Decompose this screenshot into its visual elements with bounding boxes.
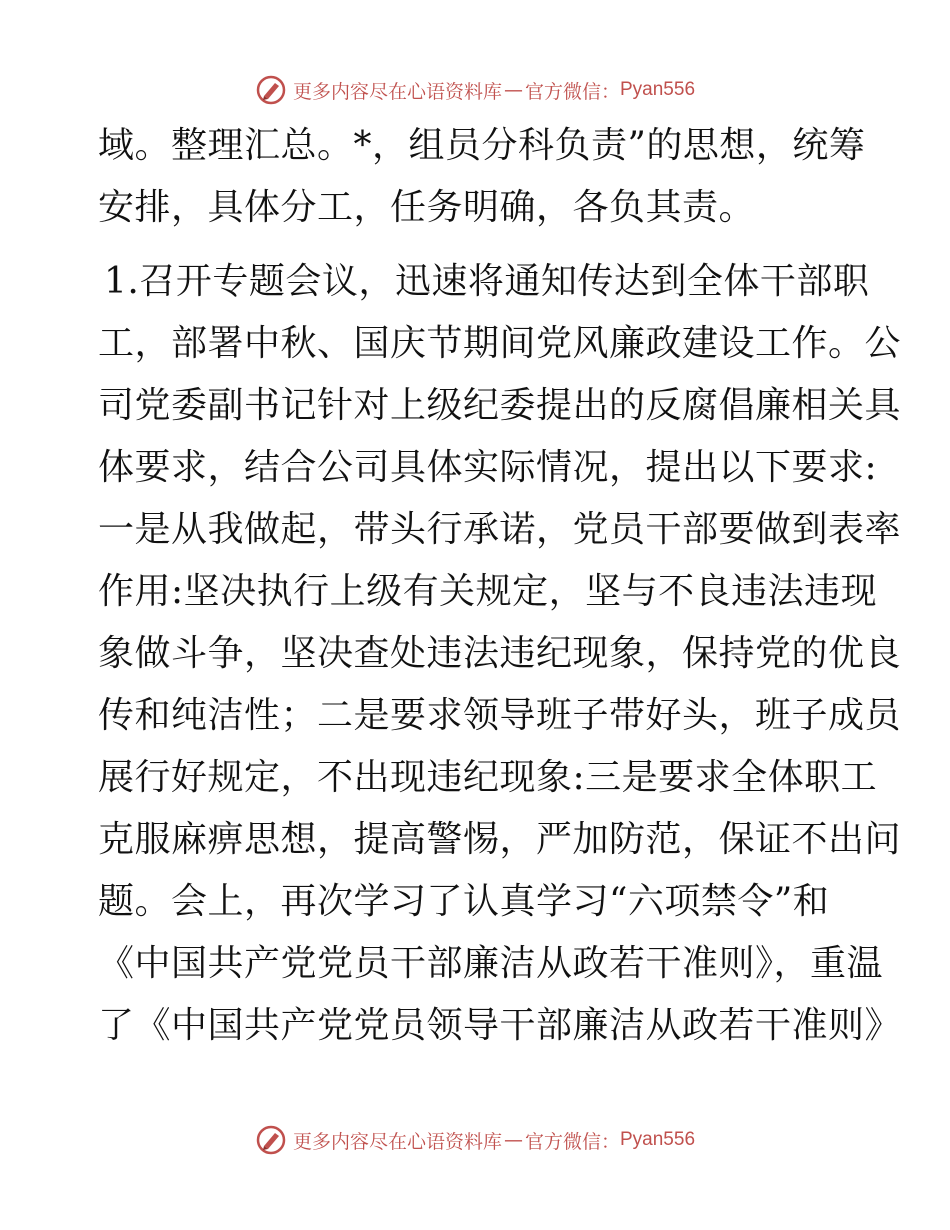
watermark-separator: — <box>503 1129 523 1151</box>
text-line: 工，部署中秋、国庆节期间党风廉政建设工作。公 <box>98 323 902 364</box>
document-body <box>98 115 902 1057</box>
pen-logo-icon <box>255 74 287 106</box>
text-line: 题。会上，再次学习了认真学习“六项禁令”和 <box>98 881 830 922</box>
watermark-handle: Pyan556 <box>620 1129 696 1150</box>
text-line: 传和纯洁性；二是要求领导班子带好头，班子成员 <box>98 695 902 736</box>
text-line: 了《中国共产党党员领导干部廉洁从政若干准则》 <box>98 1005 902 1046</box>
text-line: 1.召开专题会议，迅速将通知传达到全体干部职 <box>104 261 870 302</box>
watermark-text: 更多内容尽在心语资料库 <box>292 1130 502 1153</box>
text-line: 域。整理汇总。*，组员分科负责”的思想，统筹 <box>98 125 866 166</box>
text-line: 安排，具体分工，任务明确，各负其责。 <box>98 187 756 228</box>
paragraph-gap <box>98 239 858 251</box>
text-line: 一是从我做起，带头行承诺，党员干部要做到表率 <box>98 509 902 550</box>
footer-watermark <box>0 1120 950 1160</box>
paragraph-1 <box>98 115 866 239</box>
text-line: 展行好规定，不出现违纪现象:三是要求全体职工 <box>98 757 878 798</box>
text-line: 克服麻痹思想，提高警惕，严加防范，保证不出问 <box>98 819 902 860</box>
watermark-suffix: 官方微信： <box>524 1130 620 1153</box>
watermark-text: 更多内容尽在心语资料库 <box>292 80 502 103</box>
text-line: 作用:坚决执行上级有关规定，坚与不良违法违现 <box>98 571 878 612</box>
text-line: 司党委副书记针对上级纪委提出的反腐倡廉相关具 <box>98 385 902 426</box>
watermark-handle: Pyan556 <box>620 79 696 100</box>
pen-logo-icon <box>255 1124 287 1156</box>
watermark-separator: — <box>503 79 523 101</box>
text-line: 象做斗争，坚决查处违法违纪现象，保持党的优良 <box>98 633 902 674</box>
watermark-suffix: 官方微信： <box>524 80 620 103</box>
paragraph-2 <box>98 251 902 1057</box>
text-line: 体要求，结合公司具体实际情况，提出以下要求: <box>98 447 878 488</box>
header-watermark <box>0 70 950 110</box>
text-line: 《中国共产党党员干部廉洁从政若干准则》，重温 <box>98 943 884 984</box>
